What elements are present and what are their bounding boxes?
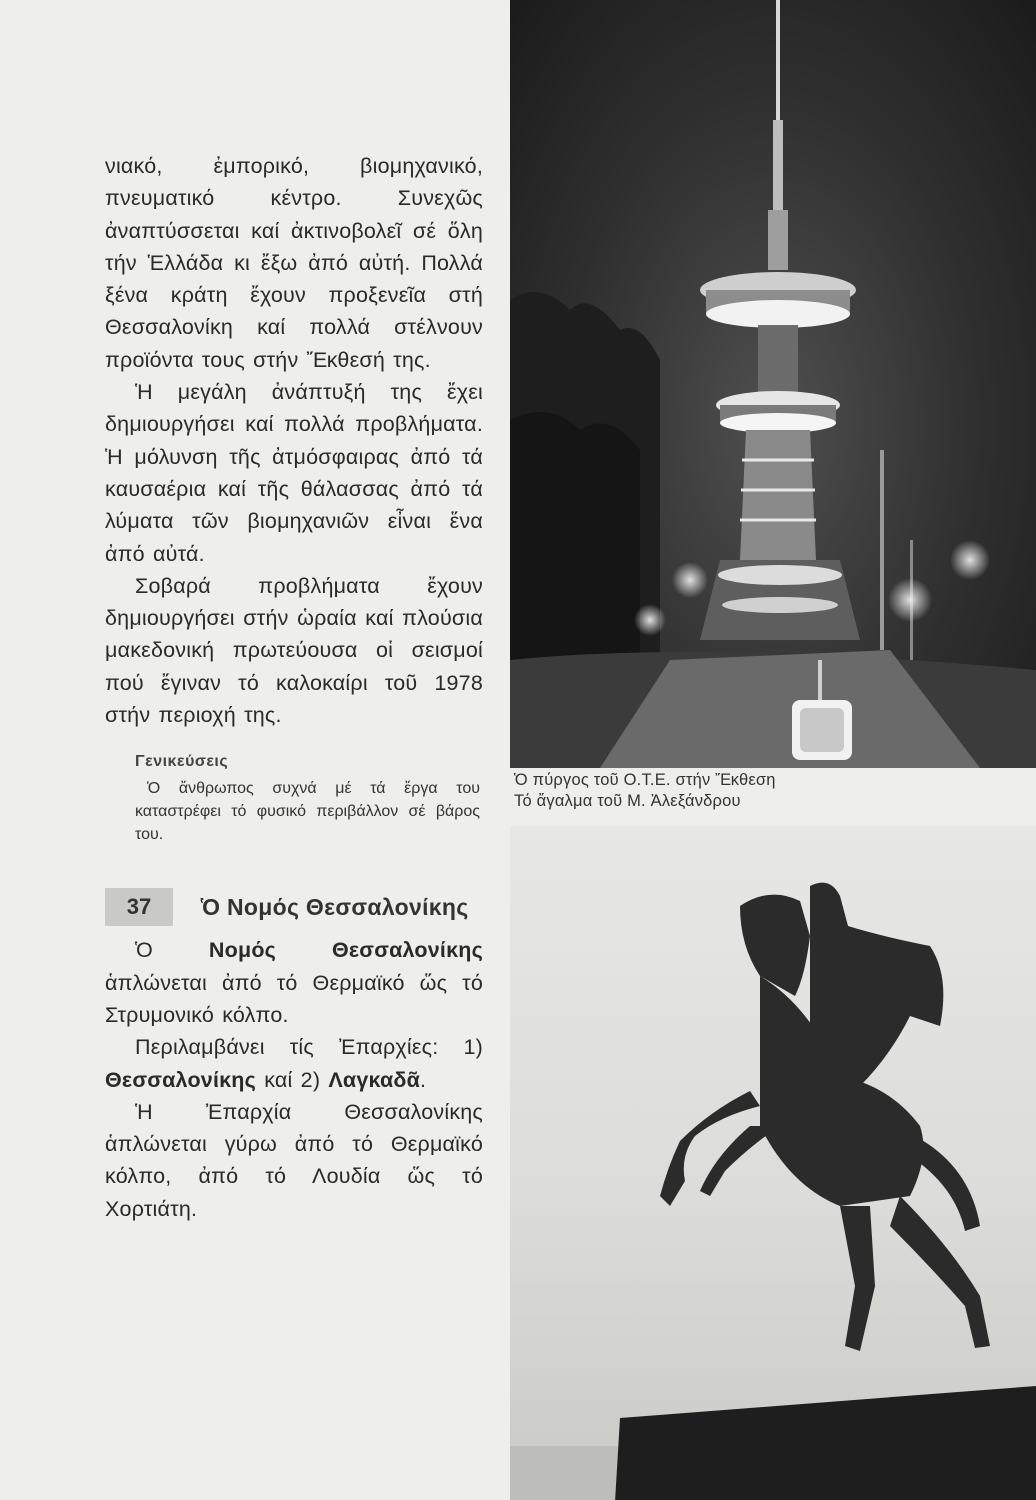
ote-tower-photo — [510, 0, 1036, 768]
section-heading — [105, 886, 483, 928]
tower-illustration — [510, 0, 1036, 768]
section-p2-bold-1: Θεσσαλονίκης — [105, 1067, 257, 1092]
statue-silhouette — [660, 883, 990, 1351]
alexander-statue-photo — [510, 826, 1036, 1500]
section-title: Ὁ Νομός Θεσσαλονίκης — [201, 893, 469, 920]
section-p1-lead: Ὁ — [135, 938, 209, 963]
section-p2-mid: καί 2) — [256, 1067, 329, 1092]
generalizations-text: Ὁ ἄνθρωπος συχνά μέ τά ἔργα του καταστρέφει τό φυσικό περιβάλλον σέ βάρος του. — [135, 780, 480, 844]
section-paragraph-2 — [105, 1031, 483, 1096]
paragraph-1: νιακό, ἐμπορικό, βιομηχανικό, πνευματικό κέντρο. Συνεχῶς ἀναπτύσσεται καί ἀκτινοβολεῖ σέ ὅλη τήν Ἑλλάδα κι ἔξω ἀπό αὐτή. Πολλά ξένα κράτη ἔχουν προξενεῖα στή Θεσσαλονίκη καί πολλά στέλνουν προϊόντα τους στήν Ἔκθεσή της. — [105, 154, 483, 372]
section-body — [105, 934, 483, 1225]
section-p2-lead: Περιλαμβάνει τίς Ἐπαρχίες: 1) — [135, 1035, 483, 1060]
paragraph-2: Ἡ μεγάλη ἀνάπτυξή της ἔχει δημιουργήσει καί πολλά προβλήματα. Ἡ μόλυνση τῆς ἀτμόσφαιρας ἀπό τά καυσαέρια καί τῆς θάλασσας ἀπό τά λύματα τῶν βιομηχανιῶν εἶναι ἕνα ἀπό αὐτά. — [105, 380, 483, 566]
section-p2-end: . — [420, 1067, 427, 1092]
section-p1-bold: Νομός Θεσσαλονίκης — [208, 938, 483, 963]
section-p2-bold-2: Λαγκαδᾶ — [328, 1067, 421, 1092]
photo-caption — [510, 770, 1036, 812]
generalizations-title: Γενικεύσεις — [135, 753, 229, 771]
caption-line-1: Ὁ πύργος τοῦ Ο.Τ.Ε. στήν Ἔκθεση — [514, 771, 776, 789]
statue-illustration — [510, 826, 1036, 1500]
section-p1-rest: ἁπλώνεται ἀπό τό Θερμαϊκό ὥς τό Στρυμονικό κόλπο. — [105, 970, 483, 1027]
generalizations-box — [135, 753, 480, 846]
section-paragraph-3: Ἡ Ἐπαρχία Θεσσαλονίκης ἁπλώνεται γύρω ἀπό τό Θερμαϊκό κόλπο, ἀπό τό Λουδία ὥς τό Χορτιάτη. — [105, 1099, 483, 1221]
text-column — [105, 150, 483, 1225]
section-number: 37 — [105, 888, 173, 926]
caption-line-2: Τό ἄγαλμα τοῦ Μ. Ἀλεξάνδρου — [514, 792, 741, 810]
section-paragraph-1 — [105, 934, 483, 1031]
paragraph-3: Σοβαρά προβλήματα ἔχουν δημιουργήσει στήν ὡραία καί πλούσια μακεδονική πρωτεύουσα οἱ σεισμοί πού ἔγιναν τό καλοκαίρι τοῦ 1978 στήν περιοχή της. — [105, 573, 483, 728]
image-column — [510, 0, 1036, 1500]
